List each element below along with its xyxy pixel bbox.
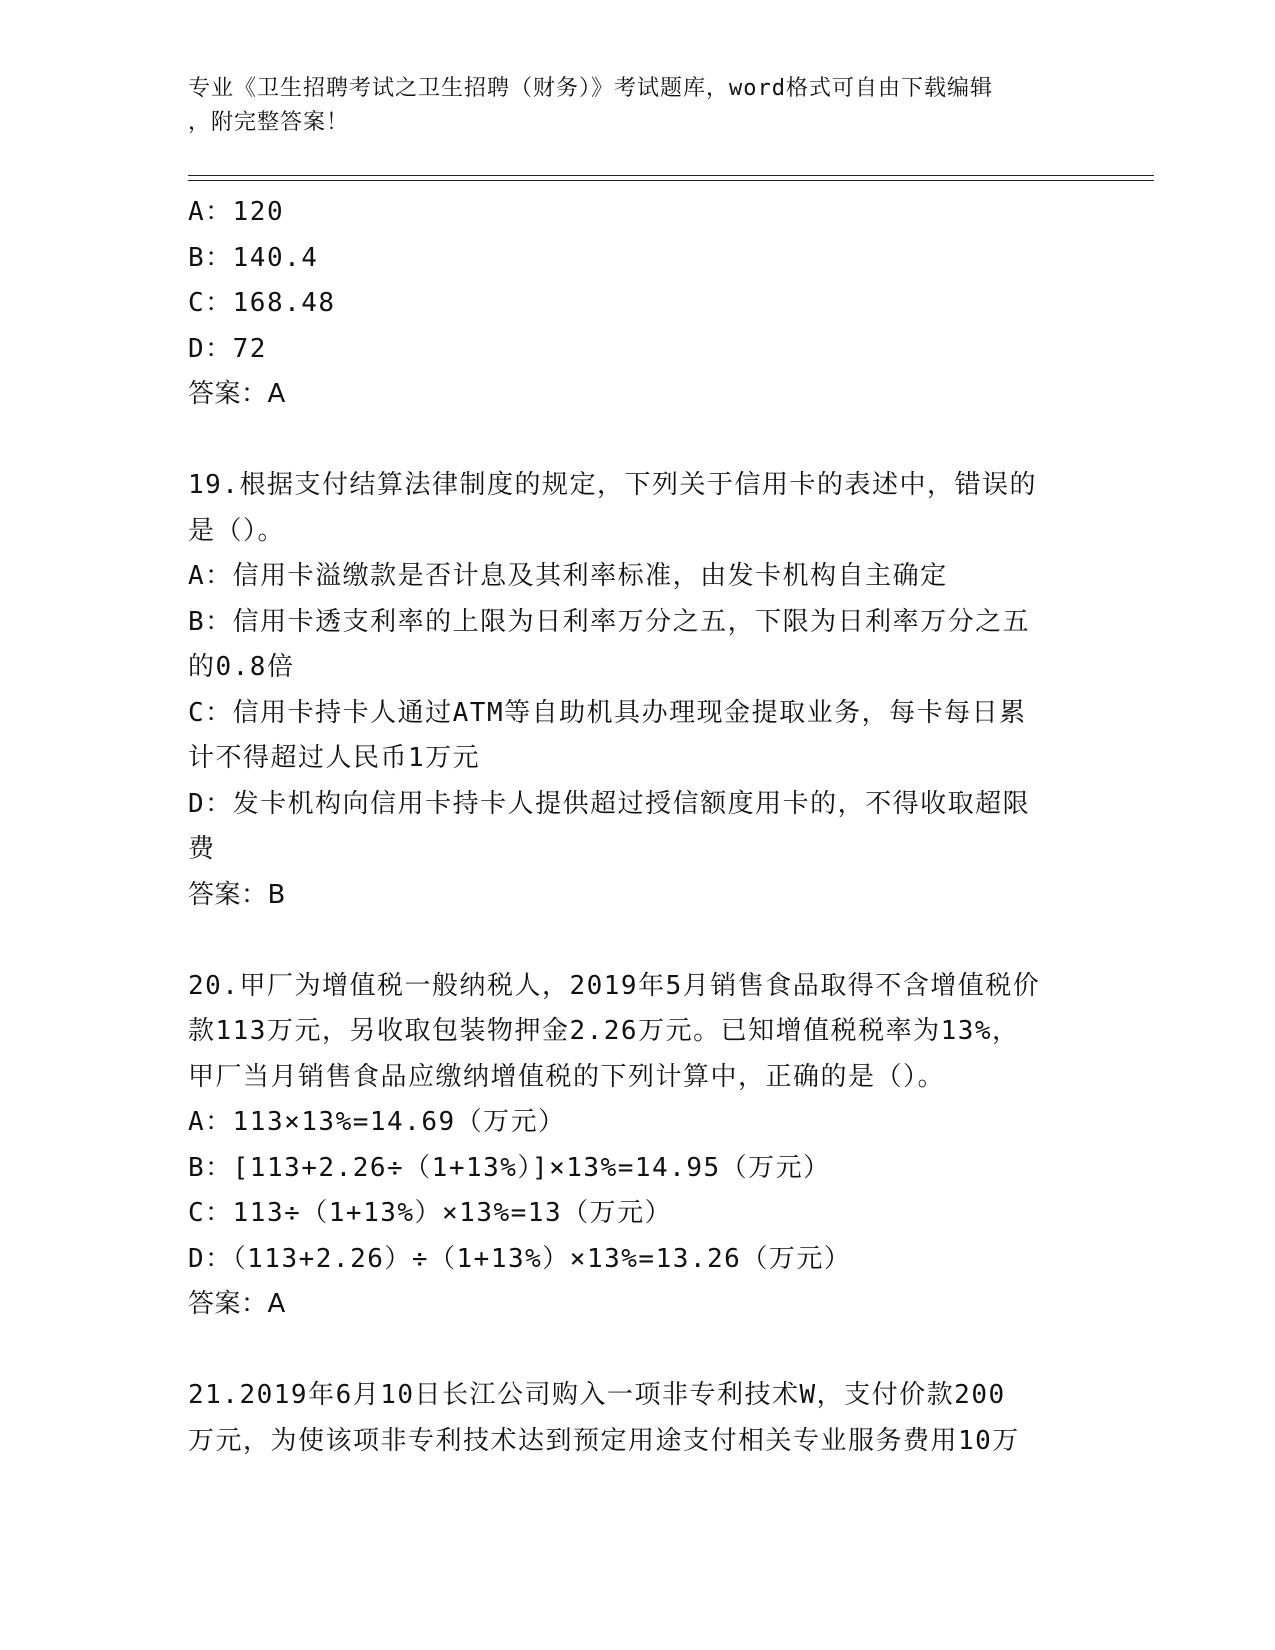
question-20 bbox=[188, 964, 1088, 1328]
question-stem: 20.甲厂为增值税一般纳税人，2019年5月销售食品取得不含增值税价 bbox=[188, 970, 1041, 1001]
question-21 bbox=[188, 1373, 1088, 1464]
option-a: A：113×13%=14.69（万元） bbox=[188, 1107, 566, 1137]
answer-line: 答案：B bbox=[188, 879, 286, 910]
option-b: B：信用卡透支利率的上限为日利率万分之五，下限为日利率万分之五 bbox=[188, 606, 1031, 637]
question-stem: 19.根据支付结算法律制度的规定，下列关于信用卡的表述中，错误的 bbox=[188, 470, 1037, 500]
option-b: B：140.4 bbox=[188, 242, 319, 273]
question-stem: 款113万元，另收取包装物押金2.26万元。已知增值税税率为13%， bbox=[188, 1016, 1020, 1046]
option-b-continued: 的0.8倍 bbox=[188, 652, 295, 682]
document-body bbox=[188, 190, 1088, 1464]
option-c: C：信用卡持卡人通过ATM等自助机具办理现金提取业务，每卡每日累 bbox=[188, 697, 1027, 728]
header-rule-bottom bbox=[188, 180, 1154, 181]
option-c: C：168.48 bbox=[188, 288, 336, 318]
header-line-2: ，附完整答案！ bbox=[188, 110, 350, 135]
option-d: D：（113+2.26）÷（1+13%）×13%=13.26（万元） bbox=[188, 1243, 852, 1274]
option-b: B：[113+2.26÷（1+13%）]×13%=14.95（万元） bbox=[188, 1152, 831, 1183]
option-c: C：113÷（1+13%）×13%=13（万元） bbox=[188, 1198, 673, 1228]
question-19 bbox=[188, 463, 1088, 918]
answer-line: 答案：A bbox=[188, 379, 286, 409]
header-rule-top bbox=[188, 175, 1154, 176]
spacer bbox=[188, 918, 1088, 964]
question-stem: 是（）。 bbox=[188, 515, 286, 546]
option-d: D：发卡机构向信用卡持卡人提供超过授信额度用卡的，不得收取超限 bbox=[188, 788, 1031, 819]
option-a: A：信用卡溢缴款是否计息及其利率标准，由发卡机构自主确定 bbox=[188, 561, 948, 591]
option-a: A：120 bbox=[188, 197, 285, 227]
spacer bbox=[188, 1328, 1088, 1374]
question-stem: 21.2019年6月10日长江公司购入一项非专利技术W，支付价款200 bbox=[188, 1380, 1006, 1410]
question-stem: 甲厂当月销售食品应缴纳增值税的下列计算中，正确的是（）。 bbox=[188, 1061, 946, 1092]
answer-line: 答案：A bbox=[188, 1289, 286, 1319]
spacer bbox=[188, 418, 1088, 464]
question-18-options bbox=[188, 190, 1088, 418]
option-c-continued: 计不得超过人民币1万元 bbox=[188, 743, 481, 773]
document-header bbox=[188, 72, 1088, 140]
option-d-continued: 费 bbox=[188, 834, 216, 864]
question-stem: 万元，为使该项非专利技术达到预定用途支付相关专业服务费用10万 bbox=[188, 1425, 1020, 1456]
option-d: D：72 bbox=[188, 333, 267, 364]
header-line-1: 专业《卫生招聘考试之卫生招聘（财务）》考试题库，word格式可自由下载编辑 bbox=[188, 76, 993, 101]
